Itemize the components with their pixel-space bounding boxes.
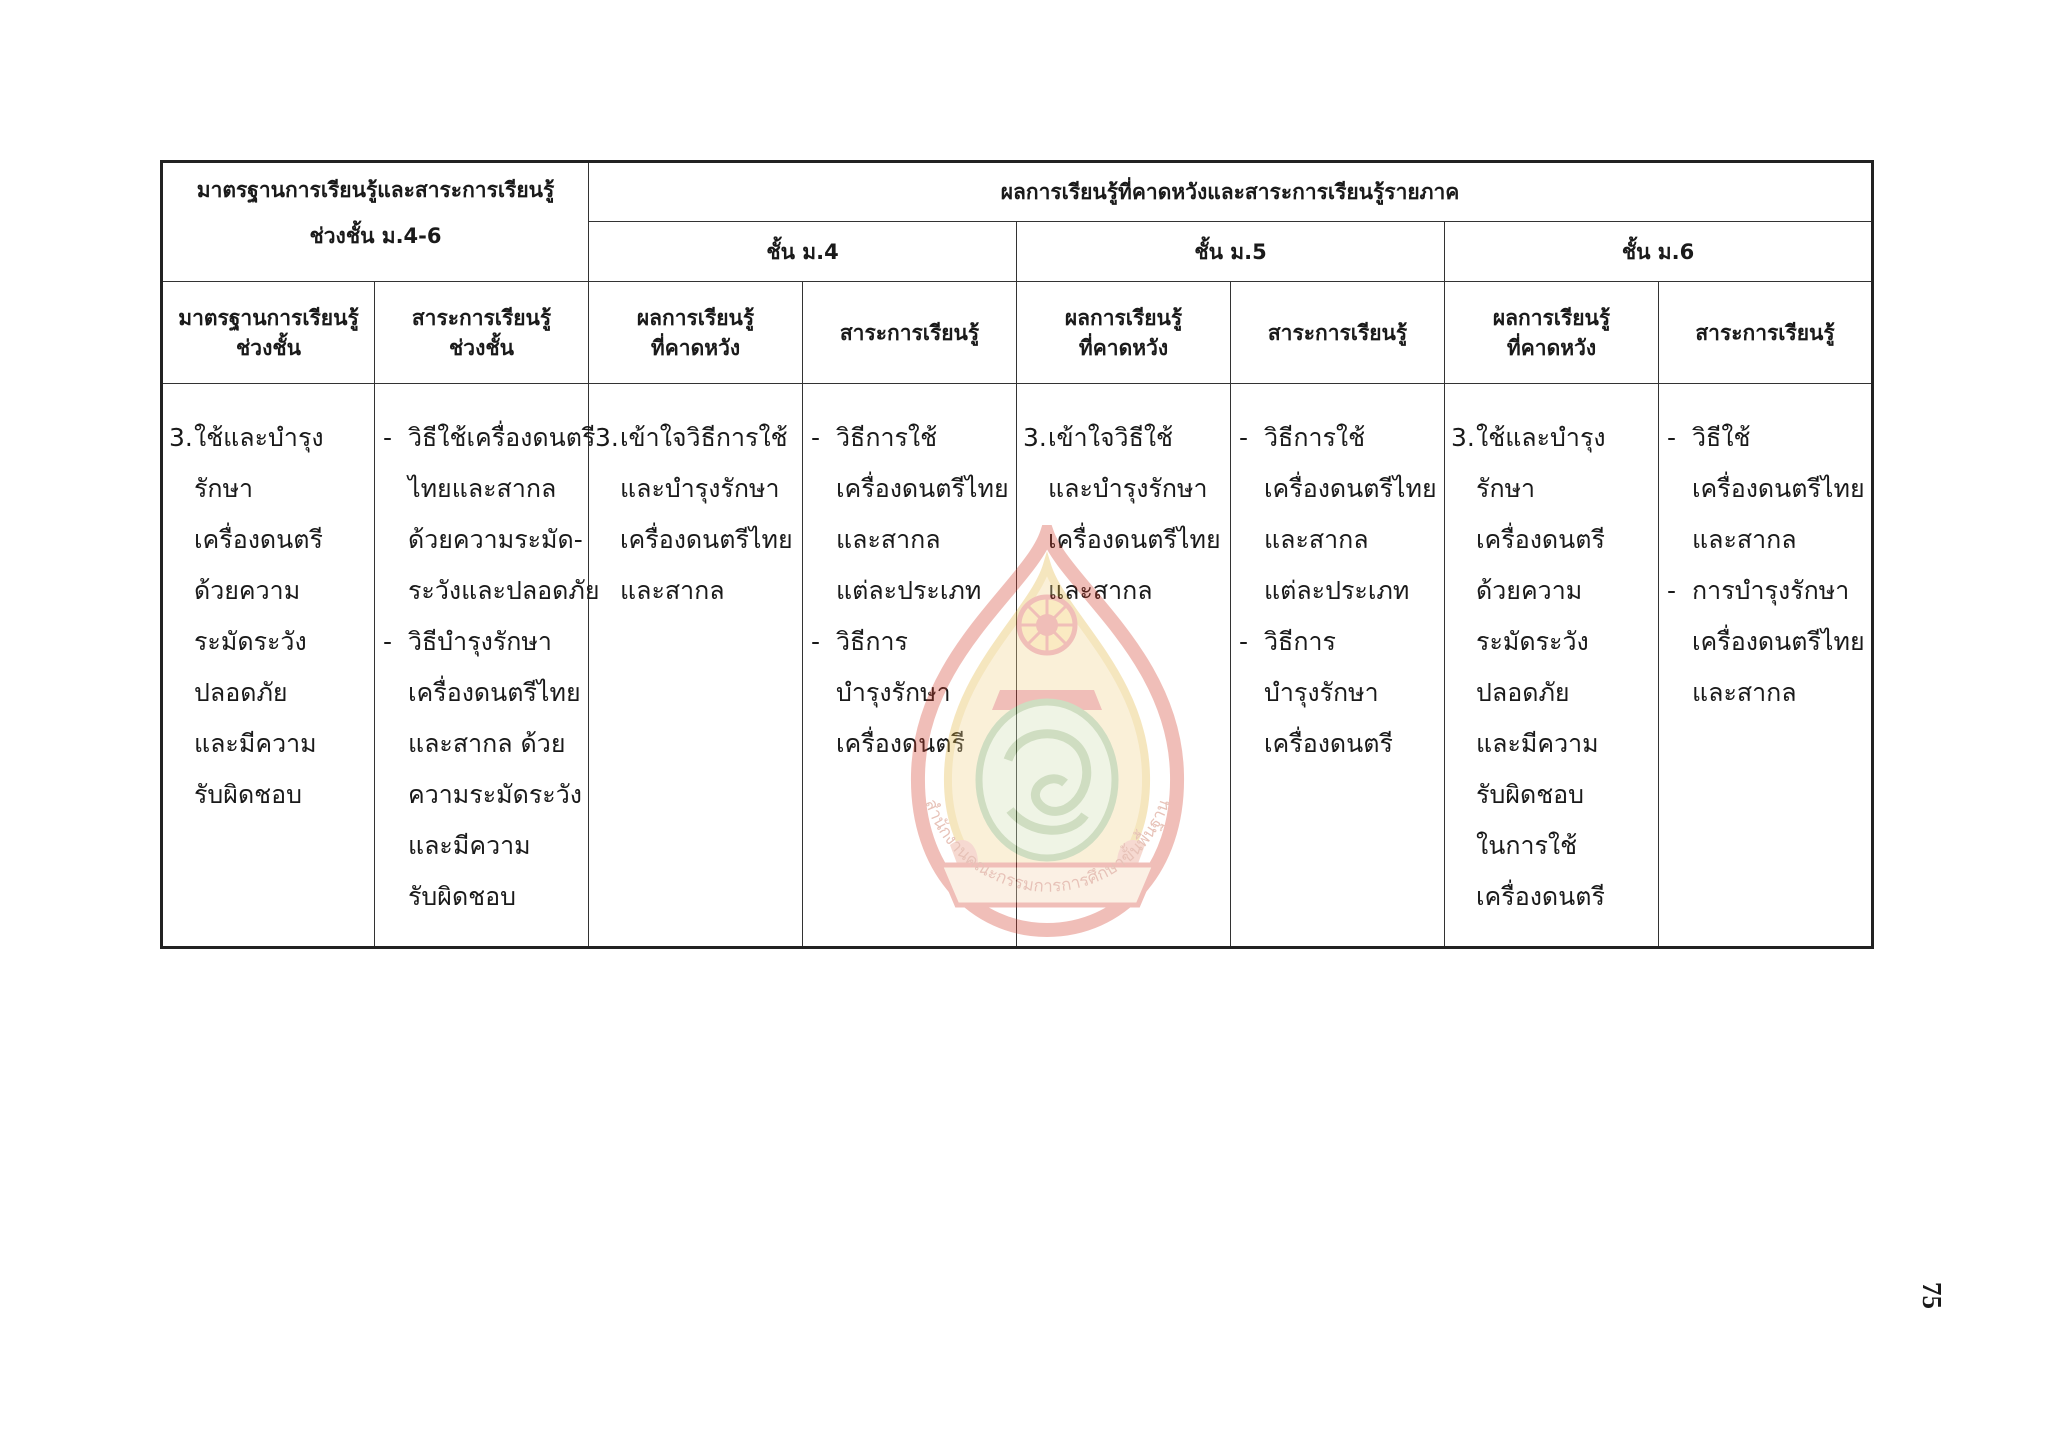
bullet-text-line: ไทยและสากล <box>408 474 557 503</box>
bullet-text-line: วิธีการใช้ <box>836 423 938 452</box>
item-text-line: รักษา <box>1476 474 1536 503</box>
cell-outcome-m4 <box>589 384 803 948</box>
item-text-line: ในการใช้ <box>1476 831 1578 860</box>
dash-bullet: - <box>811 423 821 452</box>
cell-content-m5 <box>1231 384 1445 948</box>
item-text-line: ปลอดภัย <box>194 678 288 707</box>
item-text <box>1048 412 1228 616</box>
bullet-item <box>1665 412 1869 565</box>
numbered-item <box>1451 412 1656 922</box>
bullet-text <box>836 412 1014 616</box>
item-text-line: เข้าใจวิธีใช้ <box>1048 423 1174 452</box>
item-text-line: ระมัดระวัง <box>194 627 307 656</box>
outcomes-header: ผลการเรียนรู้ที่คาดหวังและสาระการเรียนรู้รายภาค <box>589 162 1873 222</box>
item-text-line: ปลอดภัย <box>1476 678 1570 707</box>
cell-content-m4 <box>803 384 1017 948</box>
bullet-text <box>1264 616 1442 769</box>
bullet-text-line: วิธีการใช้ <box>1264 423 1366 452</box>
numbered-item <box>169 412 372 820</box>
seal-text: สำนักงานคณะกรรมการการศึกษาขั้นพื้นฐาน <box>920 796 1175 897</box>
item-text-line: เครื่องดนตรี <box>1476 882 1605 911</box>
standards-header-line1: มาตรฐานการเรียนรู้และสาระการเรียนรู้ <box>196 178 555 202</box>
bullet-text-line: และสากล <box>1692 525 1797 554</box>
bullet-text-line: ระวังและปลอดภัย <box>408 576 600 605</box>
item-text-line: และมีความ <box>194 729 317 758</box>
subheader-content-m5: สาระการเรียนรู้ <box>1231 282 1445 384</box>
item-text <box>194 412 372 820</box>
dash-bullet: - <box>383 627 393 656</box>
dash-bullet: - <box>1667 423 1677 452</box>
dash-bullet: - <box>1239 627 1249 656</box>
cell-outcome-m5 <box>1017 384 1231 948</box>
bullet-text-line: ความระมัดระวัง <box>408 780 582 809</box>
bullet-text-line: วิธีบำรุงรักษา <box>408 627 552 656</box>
bullet-item <box>381 616 586 922</box>
item-text-line: และบำรุงรักษา <box>620 474 780 503</box>
cell-content-m6 <box>1659 384 1873 948</box>
bullet-text-line: แต่ละประเภท <box>836 576 982 605</box>
grade-m4-header: ชั้น ม.4 <box>589 222 1017 282</box>
item-text-line: เครื่องดนตรี <box>194 525 323 554</box>
bullet-item <box>1665 565 1869 718</box>
item-text-line: รับผิดชอบ <box>1476 780 1585 809</box>
bullet-text-line: วิธีการ <box>1264 627 1336 656</box>
item-text <box>1476 412 1656 922</box>
bullet-item <box>809 616 1014 769</box>
item-text-line: และสากล <box>620 576 725 605</box>
item-text-line: เครื่องดนตรีไทย <box>1048 525 1221 554</box>
bullet-text-line: บำรุงรักษา <box>1264 678 1379 707</box>
item-text-line: เข้าใจวิธีการใช้ <box>620 423 788 452</box>
bullet-text-line: วิธีใช้เครื่องดนตรี <box>408 423 596 452</box>
numbered-item <box>1023 412 1228 616</box>
item-text-line: ด้วยความ <box>194 576 301 605</box>
subheader-content-m6: สาระการเรียนรู้ <box>1659 282 1873 384</box>
grade-m5-header: ชั้น ม.5 <box>1017 222 1445 282</box>
item-text-line: ระมัดระวัง <box>1476 627 1589 656</box>
item-text-line: และมีความ <box>1476 729 1599 758</box>
bullet-text-line: เครื่องดนตรีไทย <box>408 678 581 707</box>
subheader-content-range: สาระการเรียนรู้ ช่วงชั้น <box>375 282 589 384</box>
dash-bullet: - <box>811 627 821 656</box>
subheader-outcome-m5: ผลการเรียนรู้ ที่คาดหวัง <box>1017 282 1231 384</box>
bullet-text-line: เครื่องดนตรีไทย <box>1692 474 1865 503</box>
item-text-line: และสากล <box>1048 576 1153 605</box>
bullet-text-line: เครื่องดนตรีไทย <box>836 474 1009 503</box>
item-number: 3. <box>595 423 619 452</box>
bullet-text-line: และสากล <box>1692 678 1797 707</box>
bullet-text-line: และสากล <box>1264 525 1369 554</box>
item-text-line: รักษา <box>194 474 254 503</box>
bullet-text-line: และสากล ด้วย <box>408 729 566 758</box>
bullet-item <box>381 412 600 616</box>
bullet-text-line: วิธีใช้ <box>1692 423 1751 452</box>
cell-content-range <box>375 384 600 948</box>
page-number: 75 <box>1917 1282 1947 1309</box>
item-text-line: และบำรุงรักษา <box>1048 474 1208 503</box>
bullet-item <box>1237 616 1442 769</box>
bullet-text-line: ด้วยความระมัด- <box>408 525 583 554</box>
subheader-content-m4: สาระการเรียนรู้ <box>803 282 1017 384</box>
item-text-line: เครื่องดนตรี <box>1476 525 1605 554</box>
subheader-standard: มาตรฐานการเรียนรู้ ช่วงชั้น <box>162 282 375 384</box>
item-text-line: ใช้และบำรุง <box>1476 423 1606 452</box>
item-text-line: ด้วยความ <box>1476 576 1583 605</box>
item-number: 3. <box>1023 423 1047 452</box>
subheader-outcome-m4: ผลการเรียนรู้ ที่คาดหวัง <box>589 282 803 384</box>
curriculum-table <box>160 160 1874 949</box>
bullet-text <box>1692 565 1869 718</box>
bullet-text-line: เครื่องดนตรีไทย <box>1264 474 1437 503</box>
item-number: 3. <box>1451 423 1475 452</box>
bullet-text-line: บำรุงรักษา <box>836 678 951 707</box>
bullet-text-line: แต่ละประเภท <box>1264 576 1410 605</box>
dash-bullet: - <box>383 423 393 452</box>
dash-bullet: - <box>1667 576 1677 605</box>
numbered-item <box>595 412 800 616</box>
item-text-line: ใช้และบำรุง <box>194 423 324 452</box>
bullet-text-line: การบำรุงรักษา <box>1692 576 1850 605</box>
bullet-text-line: เครื่องดนตรี <box>836 729 965 758</box>
bullet-text-line: และมีความ <box>408 831 531 860</box>
cell-outcome-m6 <box>1445 384 1659 948</box>
item-text-line: เครื่องดนตรีไทย <box>620 525 793 554</box>
bullet-text <box>408 616 586 922</box>
item-text <box>620 412 800 616</box>
bullet-text <box>408 412 600 616</box>
bullet-item <box>1237 412 1442 616</box>
bullet-text-line: และสากล <box>836 525 941 554</box>
bullet-item <box>809 412 1014 616</box>
bullet-text <box>1264 412 1442 616</box>
bullet-text <box>836 616 1014 769</box>
cell-standard <box>162 384 375 948</box>
bullet-text-line: วิธีการ <box>836 627 908 656</box>
standards-header <box>162 162 589 282</box>
item-text-line: รับผิดชอบ <box>194 780 303 809</box>
bullet-text-line: เครื่องดนตรีไทย <box>1692 627 1865 656</box>
bullet-text <box>1692 412 1869 565</box>
bullet-text-line: รับผิดชอบ <box>408 882 517 911</box>
standards-header-line2: ช่วงชั้น ม.4-6 <box>309 224 442 248</box>
subheader-outcome-m6: ผลการเรียนรู้ ที่คาดหวัง <box>1445 282 1659 384</box>
item-number: 3. <box>169 423 193 452</box>
bullet-text-line: เครื่องดนตรี <box>1264 729 1393 758</box>
dash-bullet: - <box>1239 423 1249 452</box>
grade-m6-header: ชั้น ม.6 <box>1445 222 1873 282</box>
